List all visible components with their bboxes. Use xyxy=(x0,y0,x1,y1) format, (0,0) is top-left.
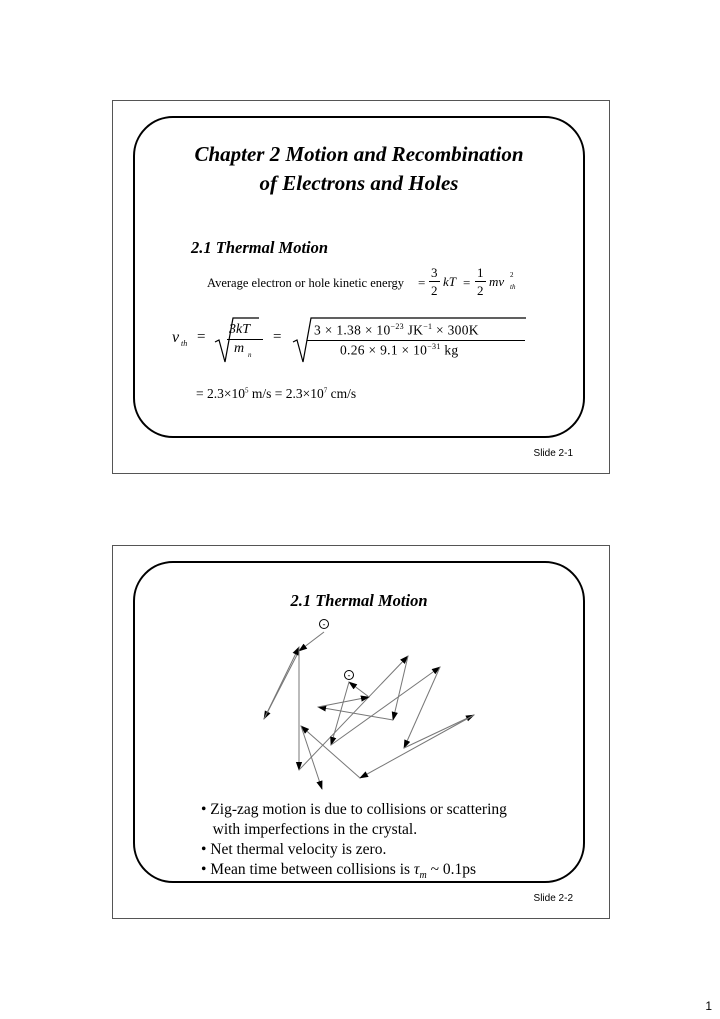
vth-v: v xyxy=(172,329,180,346)
sqrt2-fraction-bar xyxy=(307,340,525,341)
path-segment xyxy=(360,715,474,778)
tau-subscript: m xyxy=(419,870,427,882)
second-equals: = xyxy=(273,329,282,345)
kinetic-energy-equation xyxy=(135,263,575,307)
result-cms-mantissa: m/s = 2.3×10 xyxy=(248,386,324,401)
path-segment xyxy=(299,632,324,651)
slide-1-panel xyxy=(133,116,585,438)
bullet-item: • Zig-zag motion is due to collisions or scattering xyxy=(201,801,507,818)
result-cms-unit: cm/s xyxy=(327,386,357,401)
path-segment xyxy=(404,715,474,748)
mv-term: mv xyxy=(489,274,505,289)
frac2-numerator: 1 xyxy=(477,265,484,280)
vth-equals: = xyxy=(197,329,206,345)
slide-2-panel xyxy=(133,561,585,883)
frac1-numerator: 3 xyxy=(431,265,438,280)
sqrt2-denominator xyxy=(340,342,458,359)
frac1-bar xyxy=(429,281,440,282)
velocity-result xyxy=(196,386,356,402)
slide-1-title-line2: of Electrons and Holes xyxy=(259,171,459,195)
electron-icon xyxy=(345,671,354,681)
mass-exponent: −31 xyxy=(427,342,441,351)
bullet-list xyxy=(201,800,507,886)
result-ms-exponent: 5 xyxy=(244,386,249,395)
equals-sign-1: = xyxy=(418,275,426,290)
page-number: 1 xyxy=(705,999,712,1013)
path-segment xyxy=(264,647,299,719)
slide-1-section-heading: 2.1 Thermal Motion xyxy=(191,238,329,257)
result-cms-exponent: 7 xyxy=(323,386,328,395)
tau-symbol: τ xyxy=(413,861,420,878)
path-segment xyxy=(393,656,408,720)
sqrt1-numerator: 3kT xyxy=(229,322,250,337)
bullet-item xyxy=(201,860,507,886)
path-segment xyxy=(331,682,349,745)
bullet-item: • Net thermal velocity is zero. xyxy=(201,841,387,858)
th-subscript: th xyxy=(510,283,516,291)
numerator-temperature: × 300K xyxy=(432,322,479,338)
result-ms-mantissa: = 2.3×10 xyxy=(196,386,245,401)
slide-2-number: Slide 2-2 xyxy=(533,893,573,904)
vth-subscript: th xyxy=(181,339,188,348)
frac2-denominator: 2 xyxy=(477,283,484,298)
slide-1-title-line1: Chapter 2 Motion and Recombination xyxy=(194,142,524,166)
equals-sign-2: = xyxy=(463,275,471,290)
unit-exponent: −1 xyxy=(423,322,433,331)
electron-charge-label: - xyxy=(322,619,326,630)
denominator-unit-kg: kg xyxy=(440,342,459,358)
kT-term: kT xyxy=(443,274,456,289)
boltzmann-exponent: −23 xyxy=(390,322,404,331)
electron-charge-label: - xyxy=(347,670,351,681)
slide-2-frame xyxy=(112,545,610,919)
slide-1-frame xyxy=(112,100,610,474)
mn-subscript: n xyxy=(248,351,252,359)
slide-2-section-heading: 2.1 Thermal Motion xyxy=(290,591,428,610)
frac2-bar xyxy=(475,281,486,282)
numerator-coefficients: 3 × 1.38 × 10 xyxy=(314,322,391,338)
energy-label: Average electron or hole kinetic energy xyxy=(207,276,405,290)
tau-value: ~ 0.1ps xyxy=(426,861,477,878)
sqrt1-fraction-bar xyxy=(227,339,263,340)
path-segment xyxy=(404,667,440,748)
denominator-coefficients: 0.26 × 9.1 × 10 xyxy=(340,342,428,358)
sqrt2-numerator xyxy=(314,322,479,339)
thermal-velocity-equation xyxy=(135,316,575,366)
squared-exponent: 2 xyxy=(510,271,514,279)
slide-1-number: Slide 2-1 xyxy=(533,448,573,459)
frac1-denominator: 2 xyxy=(431,283,438,298)
bullet-item: with imperfections in the crystal. xyxy=(201,821,418,838)
numerator-unit-jk: JK xyxy=(403,322,424,338)
mn-m: m xyxy=(234,341,245,356)
bullet-text: • Mean time between collisions is xyxy=(201,861,414,878)
path-segment xyxy=(349,682,369,697)
electron-icon xyxy=(320,620,329,630)
